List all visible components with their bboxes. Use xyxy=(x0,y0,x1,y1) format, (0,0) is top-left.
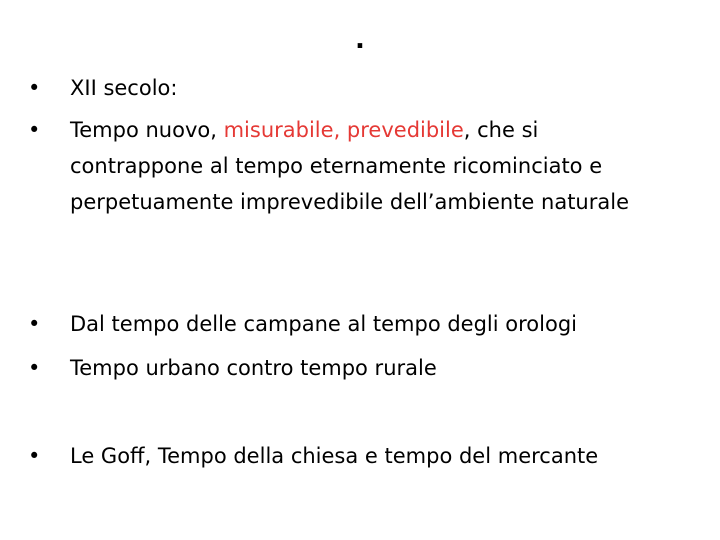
slide-title: . xyxy=(355,25,365,55)
bullet-item-2 xyxy=(28,112,678,220)
bullet-item-3 xyxy=(28,306,678,342)
bullet-text: Tempo urbano contro tempo rurale xyxy=(70,356,437,380)
bullet-item-4 xyxy=(28,350,678,386)
bullet-item-5 xyxy=(28,438,678,474)
bullet-item-1 xyxy=(28,70,678,106)
bullet-text xyxy=(28,112,678,220)
bullet-icon: • xyxy=(28,312,41,336)
bullet-icon: • xyxy=(28,76,41,100)
highlight-separator: , xyxy=(333,118,347,142)
bullet-icon: • xyxy=(28,444,41,468)
bullet-text-part: Tempo nuovo, xyxy=(70,118,224,142)
bullet-icon: • xyxy=(28,356,41,380)
highlight-prevedibile: prevedibile xyxy=(346,118,464,142)
highlight-misurabile: misurabile xyxy=(223,118,334,142)
bullet-icon: • xyxy=(28,118,41,142)
bullet-text: Dal tempo delle campane al tempo degli orologi xyxy=(70,312,577,336)
bullet-text: XII secolo: xyxy=(70,76,178,100)
bullet-text: Le Goff, Tempo della chiesa e tempo del mercante xyxy=(70,444,599,468)
bullet-text-part: , che si contrappone al tempo eternamente ricominciato e perpetuamente imprevedibile dell’ambiente naturale xyxy=(70,118,630,214)
